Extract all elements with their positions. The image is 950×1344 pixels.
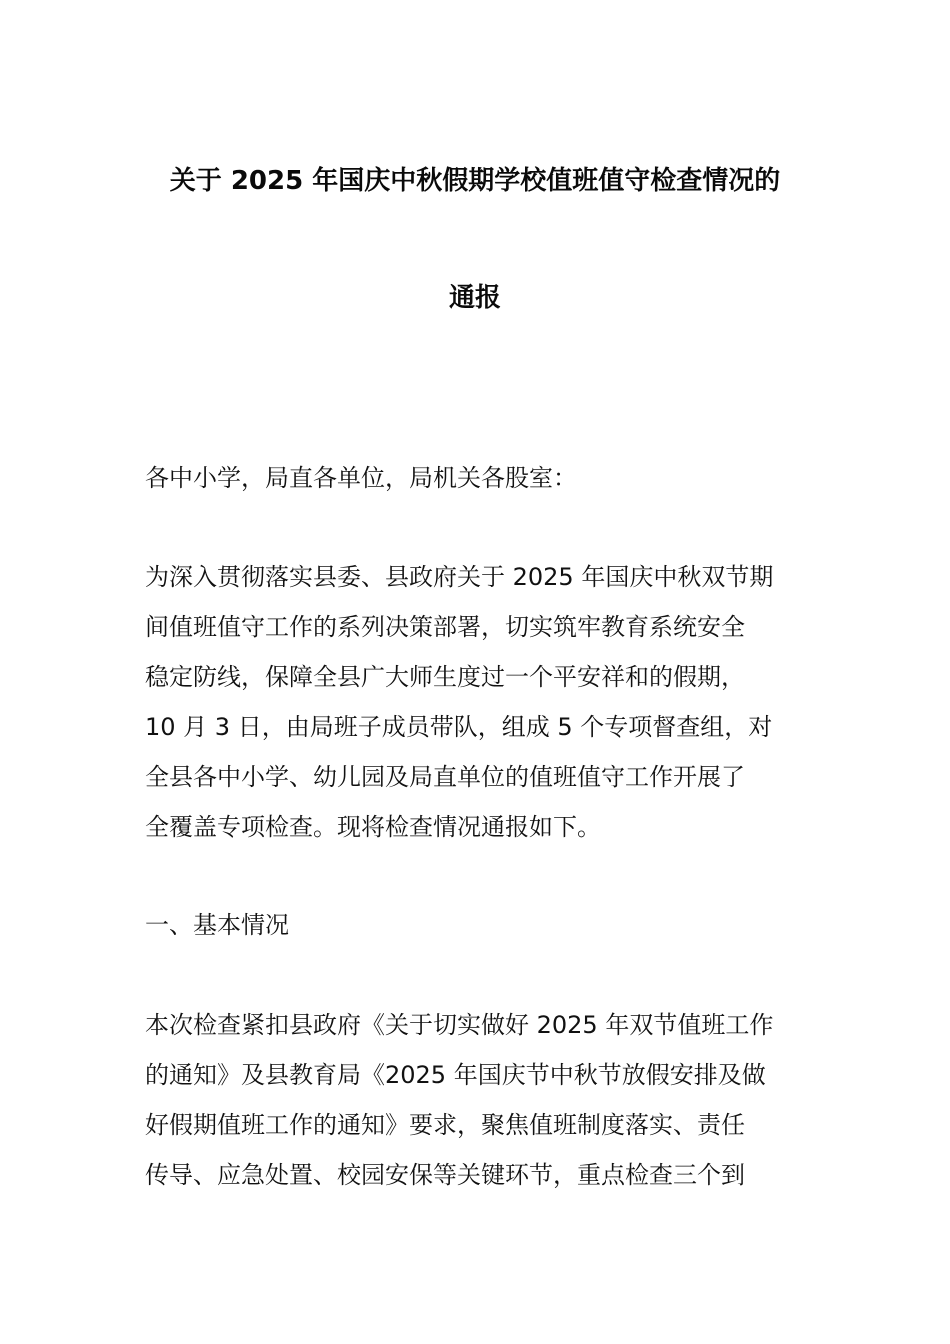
section-heading: 一、基本情况 bbox=[145, 911, 289, 939]
paragraph-line: 稳定防线，保障全县广大师生度过一个平安祥和的假期， bbox=[145, 663, 745, 691]
paragraph-2 bbox=[145, 1000, 835, 1200]
paragraph-line: 全覆盖专项检查。现将检查情况通报如下。 bbox=[145, 813, 601, 841]
paragraph-line: 好假期值班工作的通知》要求，聚焦值班制度落实、责任 bbox=[145, 1111, 745, 1139]
paragraph-line: 间值班值守工作的系列决策部署，切实筑牢教育系统安全 bbox=[145, 613, 745, 641]
salutation: 各中小学，局直各单位，局机关各股室： bbox=[145, 464, 577, 492]
paragraph-1 bbox=[145, 552, 835, 852]
paragraph-line: 为深入贯彻落实县委、县政府关于 2025 年国庆中秋双节期 bbox=[145, 563, 774, 591]
paragraph-line: 全县各中小学、幼儿园及局直单位的值班值守工作开展了 bbox=[145, 763, 745, 791]
paragraph-line: 传导、应急处置、校园安保等关键环节，重点检查三个到 bbox=[145, 1161, 745, 1189]
paragraph-line: 的通知》及县教育局《2025 年国庆节中秋节放假安排及做 bbox=[145, 1061, 766, 1089]
paragraph-line: 本次检查紧扣县政府《关于切实做好 2025 年双节值班工作 bbox=[145, 1011, 774, 1039]
document-title-line-2: 通报 bbox=[448, 283, 501, 313]
document-title-line-1: 关于 2025 年国庆中秋假期学校值班值守检查情况的 bbox=[169, 166, 781, 196]
paragraph-line: 10 月 3 日，由局班子成员带队，组成 5 个专项督查组，对 bbox=[145, 713, 773, 741]
